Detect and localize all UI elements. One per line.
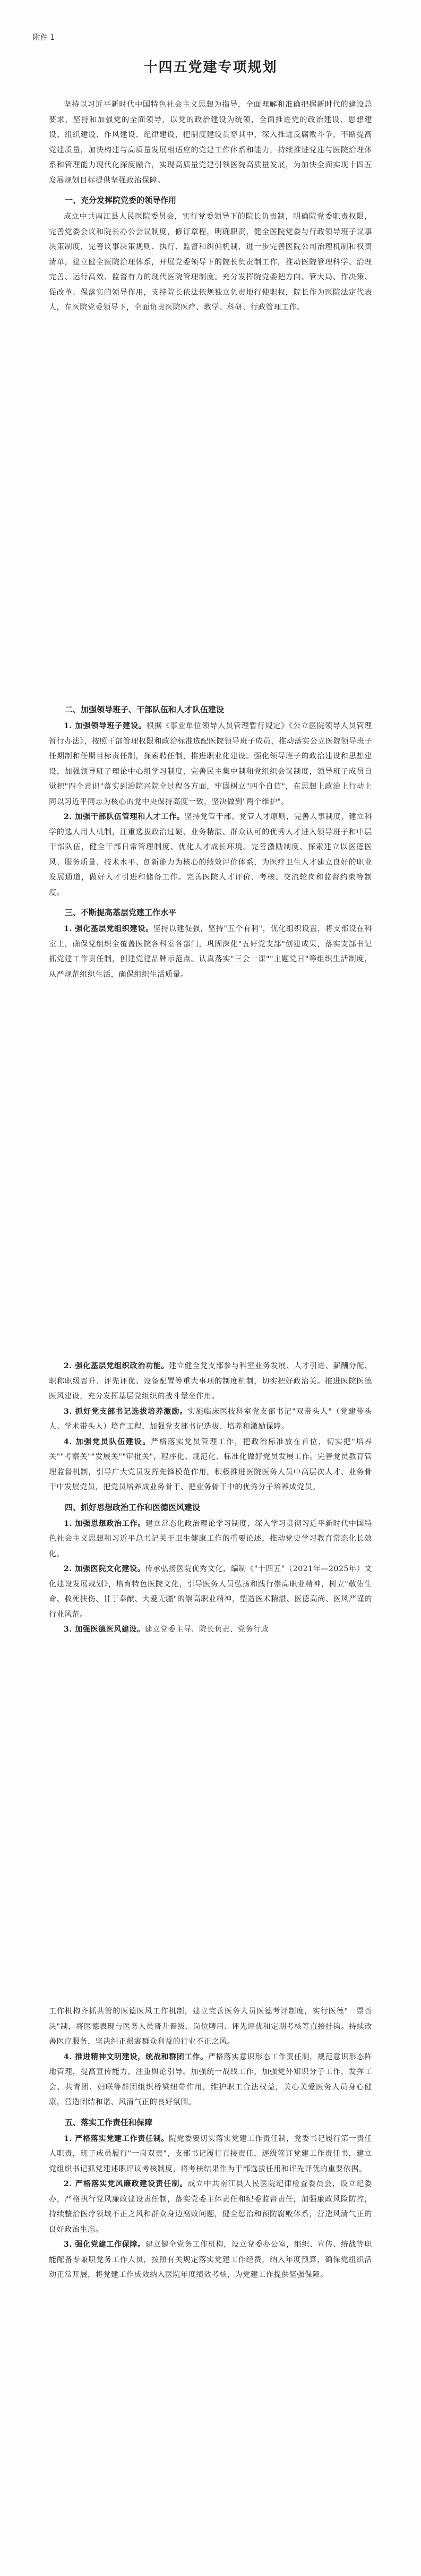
- item-body: 根据《事业单位领导人员管理暂行规定》《公立医院领导人员管理暂行办法》，按照干部管理权限和政治标准选配医院领导班子成员，推动落实公立医院领导班子任期制和任期目标责任制，探索聘任制，推进职业化建设。强化领导班子的政治建设和思想建设，加强领导班子理论中心组学习制度，完善民主集中制和党组织会议制度，领导班子成员自觉把"四个意识"落实到治院兴院全过程各方面，牢固树立"四个自信"，在思想上政治上行动上同以习近平同志为核心的党中央保持高度一致，坚决做到"两个维护"。: [49, 722, 372, 806]
- paragraph: [49, 1404, 372, 1435]
- item-body: 建立健全党支部参与科室业务发展、人才引进、薪酬分配、职称职级晋升、评先评优、设备配置等重大事项的制度机制，切实把好政治关。推进医院医德医风建设，充分发挥基层党组织的战斗堡垒作用。: [49, 1362, 372, 1401]
- document-page-2: [0, 645, 421, 1291]
- item-lead: 3. 加强医德医风建设。: [64, 1625, 145, 1634]
- item-body: 严格落实意识形态工作责任制，规范意识形态阵地管理，提高宣传能力，注重舆论引导。加强统一战线工作，加强党外知识分子工作，发挥工会、共青团、妇联等群团组织桥梁纽带作用，维护职工合法权益，关心关爱医务人员身心健康，营造团结和谐、风清气正的良好氛围。: [49, 2052, 372, 2106]
- section-3-heading: 三、不断提高基层党建工作水平: [65, 908, 177, 917]
- paragraph: [49, 809, 372, 900]
- item-body: 院党委要切实落实党建工作责任制，党委书记履行第一责任人职责，班子成员履行"一岗双责"，支部书记履行直接责任，逐级签订党建工作责任书，建立党组织书记抓党建述职评议考核制度，将考核结果作为干部选拔任用和评先评优的重要依据。: [49, 2134, 372, 2173]
- item-body: 坚持以建促强，坚持"五个有利"，优化组织设置，将支部设在科室上，确保党组织全覆盖医院各科室各部门，巩固深化"五好党支部"创建成果，落实支部书记抓党建工作责任制，创建党建品牌示范点。认真落实"三会一课""主题党日"等组织生活制度，从严规范组织生活，确保组织生活质量。: [49, 925, 372, 979]
- paragraph: [49, 2131, 372, 2177]
- item-lead: 4. 推进精神文明建设，统战和群团工作。: [64, 2052, 208, 2061]
- paragraph: [49, 2237, 372, 2283]
- item-body: 实施临床医技科室党支部书记"双带头人"（党建带头人、学术带头人）培育工程，加强党支部书记选拔、培养和激励保障。: [49, 1407, 372, 1431]
- paragraph: [49, 922, 372, 982]
- item-body: 建立常态化政治理论学习制度，深入学习贯彻习近平新时代中国特色社会主义思想和习近平总书记关于卫生健康工作的重要论述，推动党史学习教育常态化长效化。: [49, 1519, 372, 1558]
- paragraph: [49, 1435, 372, 1495]
- document-title: 十四五党建专项规划: [143, 59, 278, 75]
- section-5-heading: 五、落实工作责任和保障: [65, 2117, 153, 2127]
- paragraph: [49, 1359, 372, 1404]
- item-body: 严格落实党员管理工作，把政治标准放在首位，切实把"培养关""考察关""发展关""审批关"，程序化、规范化、标准化做好党员发展工作。完善党员教育管理监督机制，引导广大党员发挥先锋模范作用，积极推进医院医务人员中高层次人才、业务骨干中发展党员，把党员培养成业务骨干、把业务骨干中的优秀分子培养成党员。: [49, 1437, 372, 1491]
- item-body: 成立中共南江县人民医院纪律检查委员会，设立纪委办，严格执行党风廉政建设责任制，落实党委主体责任和纪委监督责任，加强廉政风险防控，持续整治医疗领域不正之风和群众身边腐败问题，健全惩治和预防腐败体系，营造风清气正的良好政治生态。: [49, 2180, 372, 2234]
- annex-label: 附件 1: [33, 33, 55, 42]
- section-1-heading: 一、充分发挥院党委的领导作用: [65, 195, 177, 205]
- intro-paragraph: 坚持以习近平新时代中国特色社会主义思想为指导，全面理解和准确把握新时代的建设总要求，坚持和加强党的全面领导，以党的政治建设为统领，全面推进党的政治建设、思想建设、组织建设、作风建设、纪律建设，把制度建设贯穿其中，深入推进反腐败斗争，不断提高党建质量，加快构建与高质量发展相适应的党建工作体系和能力，持续推进党建与医院治理体系和管理能力现代化深度融合，实现高质量党建引领医院高质量发展，为加快全面实现十四五发展规划目标提供坚强政治保障。: [49, 100, 372, 185]
- item-lead: 4. 加强党员队伍建设。: [64, 1437, 151, 1446]
- item-lead: 3. 强化党建工作保障。: [64, 2240, 145, 2249]
- item-lead: 2. 严格落实党风廉政建设责任制。: [64, 2180, 188, 2188]
- document-page-1: [0, 0, 421, 645]
- paragraph: [49, 719, 372, 809]
- item-body: 建立健全党务工作机构，设立党委办公室，组织、宣传、统战等职能配备专兼职党务工作人员，按照有关规定落实党建工作经费，纳入年度预算，确保党组织活动正常开展，将党建工作成效纳入医院年度绩效考核，为党建工作提供坚强保障。: [49, 2240, 372, 2279]
- item-body: 坚持党管干部、党管人才原则，完善人事制度，建立科学的选人用人机制，注重选拔政治过硬、业务精湛、群众认可的优秀人才进入领导班子和中层干部队伍，健全干部日常管理制度、优化人才成长环境。完善激励制度、探索建立以医德医风、服务质量、技术水平、创新能力为核心的绩效评价体系，为医疗卫生人才建立良好的职业发展通道，做好人才引进和储备工作。完善医院人才评价、考核、交流轮岗和监督约束等制度。: [49, 813, 372, 897]
- document-page-3: [0, 1291, 421, 1936]
- item-body: 建立党委主导、院长负责、党务行政: [144, 1625, 269, 1634]
- paragraph: [49, 2050, 372, 2110]
- item-body: 传承弘扬医院优秀文化，编制《"十四五"（2021年—2025年）文化建设发展规划》，培育特色医院文化，引导医务人员弘扬和践行崇高职业精神，树立"敬佑生命、救死扶伤、甘于奉献、大爱无疆"的崇高职业精神，塑造医术精湛、医德高尚、医风严谨的行业风范。: [49, 1565, 372, 1619]
- item-lead: 2. 强化基层党组织政治功能。: [64, 1362, 169, 1370]
- item-lead: 3. 抓好党支部书记选拔培养激励。: [64, 1407, 188, 1416]
- item-lead: 1. 加强领导班子建设。: [64, 722, 147, 730]
- paragraph: [49, 2177, 372, 2237]
- item-lead: 1. 强化基层党组织建设。: [64, 925, 153, 933]
- item-lead: 2. 加强干部队伍管理和人才工作。: [64, 813, 185, 821]
- item-lead: 1. 加强思想政治工作。: [64, 1519, 145, 1528]
- paragraph: [49, 1622, 372, 1637]
- item-lead: 1. 严格落实党建工作责任制。: [64, 2134, 169, 2143]
- document-page-4: [0, 1936, 421, 2576]
- section-1-paragraph: 成立中共南江县人民医院委员会，实行党委领导下的院长负责制，明确院党委职责权限，完善党委会议和院长办公会议制度，修订章程，明确职责，健全医院党委与行政领导班子议事决策制度，完善议事决策规则、执行、监督和纠偏机制，进一步完善医院公司治理机制和权责清单，建立健全医院治理体系，开展党委领导下的院长负责制工作，推动医院管理科学、治理完善、运行高效、监督有力的现代医院管理制度。充分发挥院党委把方向、管大局、作决策、促改革、保落实的领导作用，支持院长依法依规独立负责地行使职权，院长作为医院法定代表人，在医院党委领导下，全面负责医院医疗、教学、科研、行政管理工作。: [49, 212, 372, 312]
- paragraph: [49, 1562, 372, 1622]
- section-4-heading: 四、抓好思想政治工作和医德医风建设: [65, 1502, 201, 1512]
- continued-paragraph: 工作机构齐抓共管的医德医风工作机制，建立完善医务人员医德考评制度，实行医德"一票否决"制，将医德表现与医务人员晋升晋级、岗位聘用、评先评优和定期考核等直接挂钩。持续改善医疗服务，坚决纠正损害群众利益的行业不正之风。: [49, 2007, 372, 2046]
- section-2-heading: 二、加强领导班子、干部队伍和人才队伍建设: [65, 705, 225, 714]
- item-lead: 2. 加强医院文化建设。: [64, 1565, 145, 1573]
- paragraph: [49, 1516, 372, 1562]
